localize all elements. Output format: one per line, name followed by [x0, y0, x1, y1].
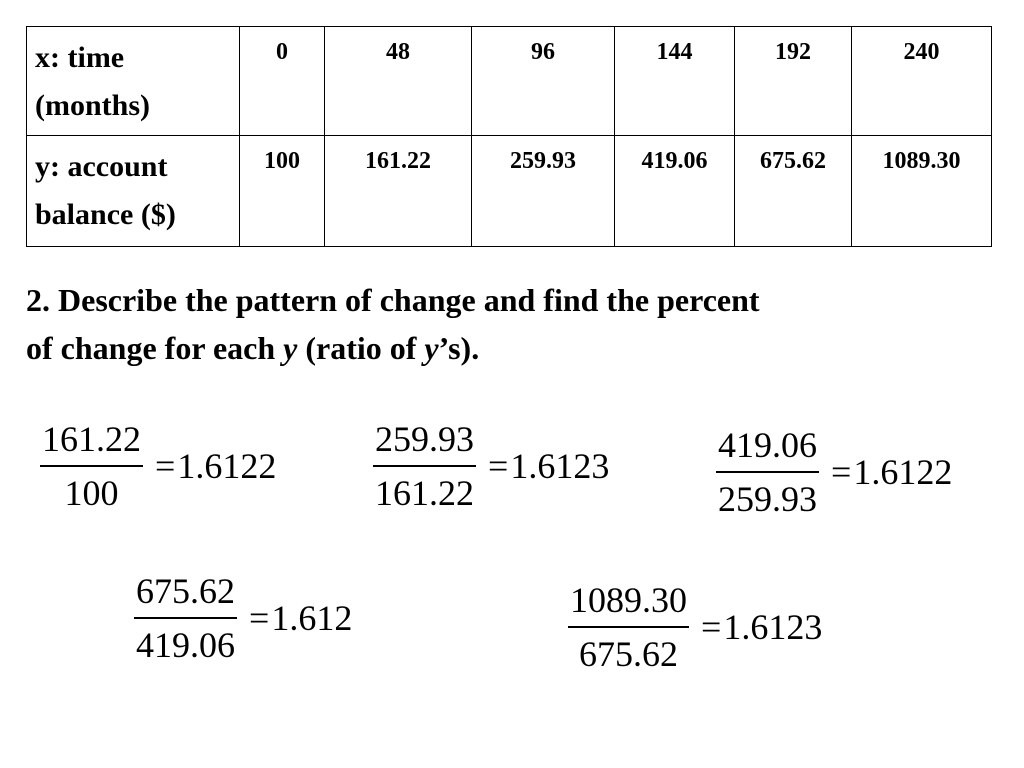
- x-value-cell: 96: [472, 27, 615, 136]
- fraction: [40, 419, 143, 513]
- denominator: 259.93: [718, 479, 817, 519]
- prompt-line-1: [26, 276, 1006, 324]
- prompt-text: ’s).: [438, 330, 480, 366]
- denominator: 675.62: [579, 634, 678, 674]
- variable-y: y: [283, 330, 298, 366]
- numerator: 161.22: [42, 419, 141, 459]
- x-value-cell: 144: [615, 27, 735, 136]
- table-row-y: [27, 136, 992, 247]
- denominator: 419.06: [136, 625, 235, 665]
- denominator: 161.22: [375, 473, 474, 513]
- ratio-equation-5: [568, 580, 822, 674]
- x-header-line-2: (months): [35, 89, 151, 122]
- equals-sign: =: [488, 446, 509, 486]
- ratio-result: 1.6123: [510, 446, 610, 486]
- y-value-cell: 100: [240, 136, 325, 247]
- prompt-text: (ratio of: [297, 330, 425, 366]
- ratio-equation-1: [40, 419, 276, 513]
- x-value-cell: 192: [735, 27, 852, 136]
- numerator: 675.62: [136, 571, 235, 611]
- y-header-line-2: balance ($): [35, 198, 176, 231]
- ratio-equation-2: [373, 419, 609, 513]
- numerator: 1089.30: [570, 580, 687, 620]
- y-header-line-1: y: account: [35, 150, 168, 183]
- ratio-equation-3: [716, 425, 952, 519]
- fraction: [134, 571, 237, 665]
- y-value-cell: 419.06: [615, 136, 735, 247]
- numerator: 259.93: [375, 419, 474, 459]
- numerator: 419.06: [718, 425, 817, 465]
- y-value-cell: 259.93: [472, 136, 615, 247]
- fraction: [373, 419, 476, 513]
- equals-sign: =: [155, 446, 176, 486]
- x-value-cell: 240: [852, 27, 992, 136]
- fraction: [716, 425, 819, 519]
- table-row-x: [27, 27, 992, 136]
- variable-y: y: [424, 330, 439, 366]
- y-value-cell: 1089.30: [852, 136, 992, 247]
- question-prompt: [26, 276, 1006, 372]
- ratio-result: 1.6122: [853, 452, 953, 492]
- y-value-cell: 161.22: [325, 136, 472, 247]
- fraction: [568, 580, 689, 674]
- ratio-equation-4: [134, 571, 352, 665]
- ratio-result: 1.612: [271, 598, 353, 638]
- ratio-result: 1.6123: [723, 607, 823, 647]
- x-value-cell: 0: [240, 27, 325, 136]
- equals-sign: =: [701, 607, 722, 647]
- denominator: 100: [64, 473, 119, 513]
- y-value-cell: 675.62: [735, 136, 852, 247]
- ratio-result: 1.6122: [177, 446, 277, 486]
- y-header-cell: [27, 136, 240, 247]
- prompt-text: of change for each: [26, 330, 284, 366]
- x-header-cell: [27, 27, 240, 136]
- x-value-cell: 48: [325, 27, 472, 136]
- prompt-line-2: [26, 324, 1006, 372]
- equals-sign: =: [831, 452, 852, 492]
- data-table: [26, 26, 992, 247]
- prompt-text: 2. Describe the pattern of change and find the percent: [26, 282, 760, 318]
- equals-sign: =: [249, 598, 270, 638]
- x-header-line-1: x: time: [35, 41, 125, 74]
